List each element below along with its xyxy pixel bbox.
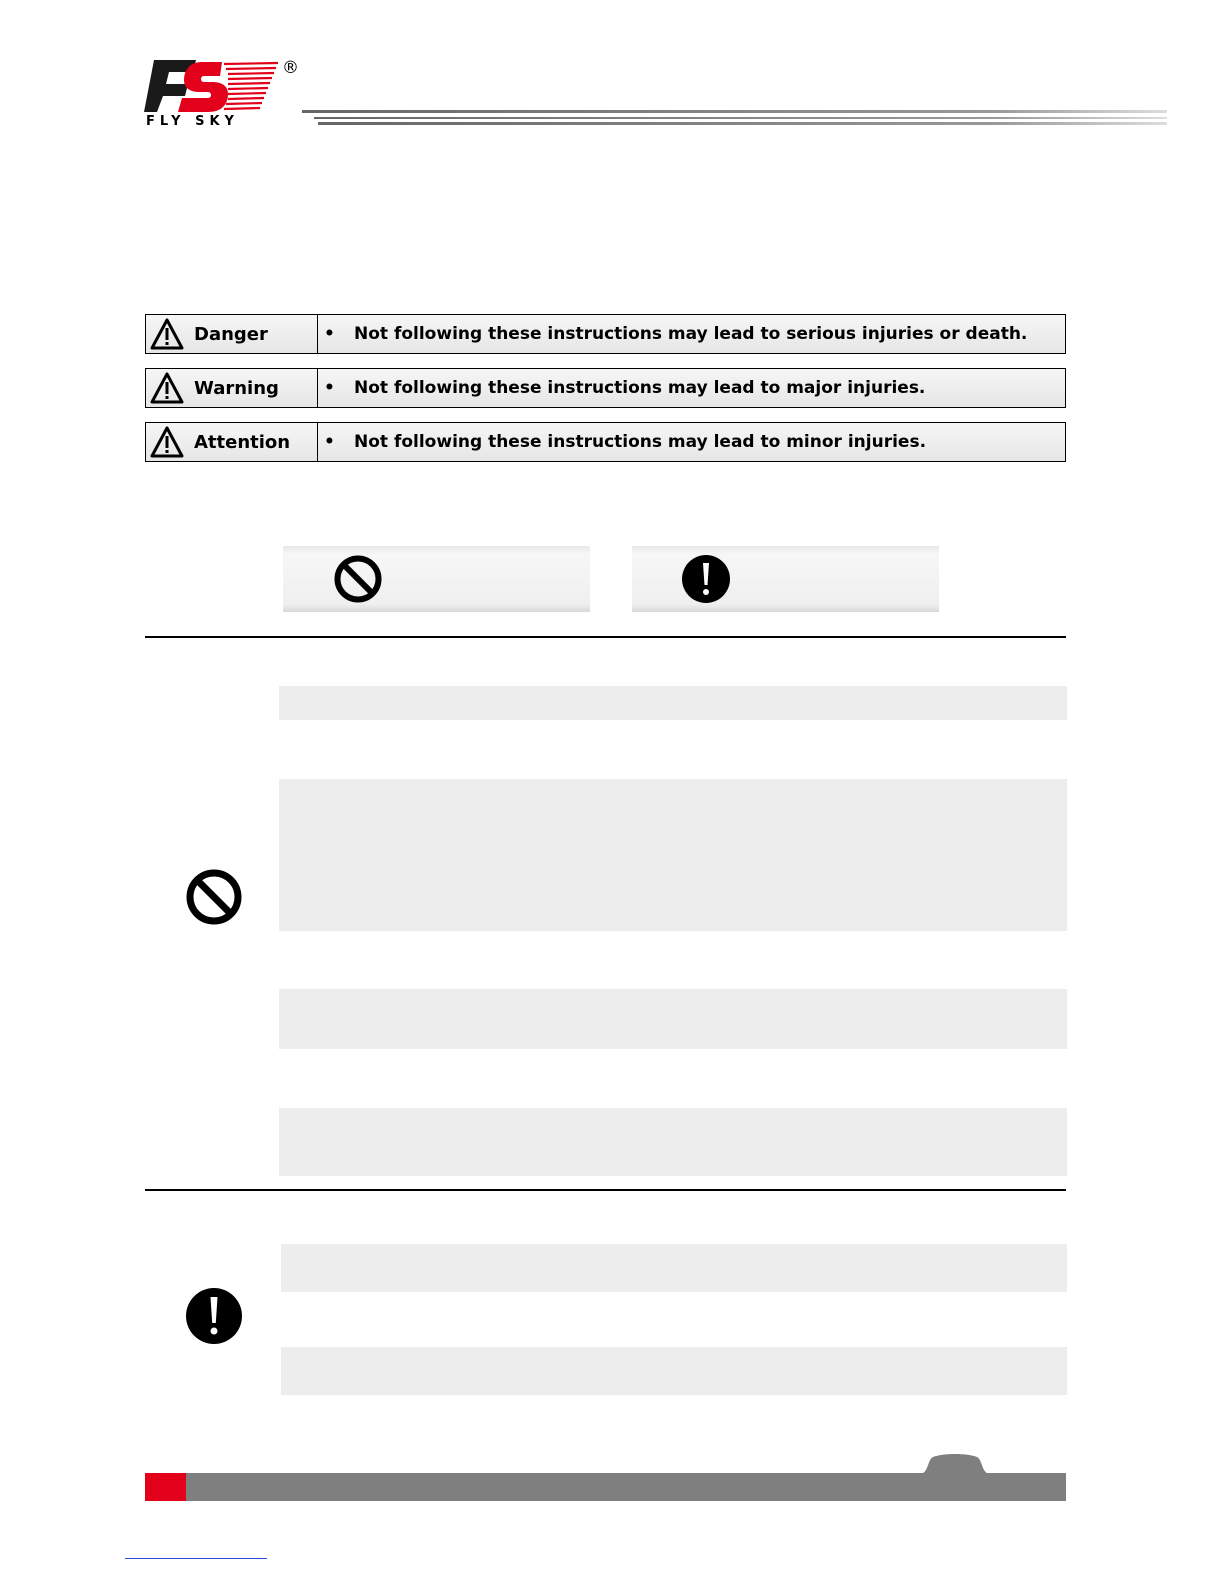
content-band <box>279 989 1067 1049</box>
content-band <box>281 1347 1067 1395</box>
warning-triangle-icon <box>150 426 184 458</box>
severity-description-cell <box>318 369 925 407</box>
severity-row-warning <box>145 368 1066 408</box>
bullet: • <box>324 432 335 452</box>
prohibited-icon <box>333 554 383 604</box>
warning-triangle-icon <box>150 318 184 350</box>
severity-label-cell <box>146 423 318 461</box>
link-underline <box>125 1558 267 1559</box>
content-band <box>279 779 1067 931</box>
severity-label: Attention <box>194 431 291 453</box>
content-band <box>279 1108 1067 1176</box>
section-divider <box>145 636 1066 638</box>
severity-description: Not following these instructions may lead to minor injuries. <box>354 432 927 452</box>
prohibited-icon <box>185 868 243 926</box>
registered-mark: ® <box>282 58 299 78</box>
severity-row-attention <box>145 422 1066 462</box>
legend-exclamation-panel <box>632 546 939 612</box>
header-rule <box>302 108 1167 128</box>
content-band <box>279 686 1067 720</box>
section-divider <box>145 1189 1066 1191</box>
severity-label-cell <box>146 369 318 407</box>
exclamation-icon <box>681 554 731 604</box>
severity-row-danger <box>145 314 1066 354</box>
bullet: • <box>324 324 335 344</box>
severity-description-cell <box>318 423 926 461</box>
footer-bar <box>145 1473 1066 1501</box>
bullet: • <box>324 378 335 398</box>
severity-label-cell <box>146 315 318 353</box>
severity-description: Not following these instructions may lead to serious injuries or death. <box>354 324 1028 344</box>
severity-label: Warning <box>194 377 279 399</box>
legend-prohibited-panel <box>283 546 590 612</box>
severity-description-cell <box>318 315 1027 353</box>
severity-label: Danger <box>194 323 268 345</box>
severity-description: Not following these instructions may lead to major injuries. <box>354 378 926 398</box>
footer-accent <box>145 1473 186 1501</box>
logo-text: FLY SKY <box>146 114 239 129</box>
content-band <box>281 1244 1067 1292</box>
footer-page-tab <box>919 1452 991 1476</box>
warning-triangle-icon <box>150 372 184 404</box>
exclamation-icon <box>185 1287 243 1345</box>
